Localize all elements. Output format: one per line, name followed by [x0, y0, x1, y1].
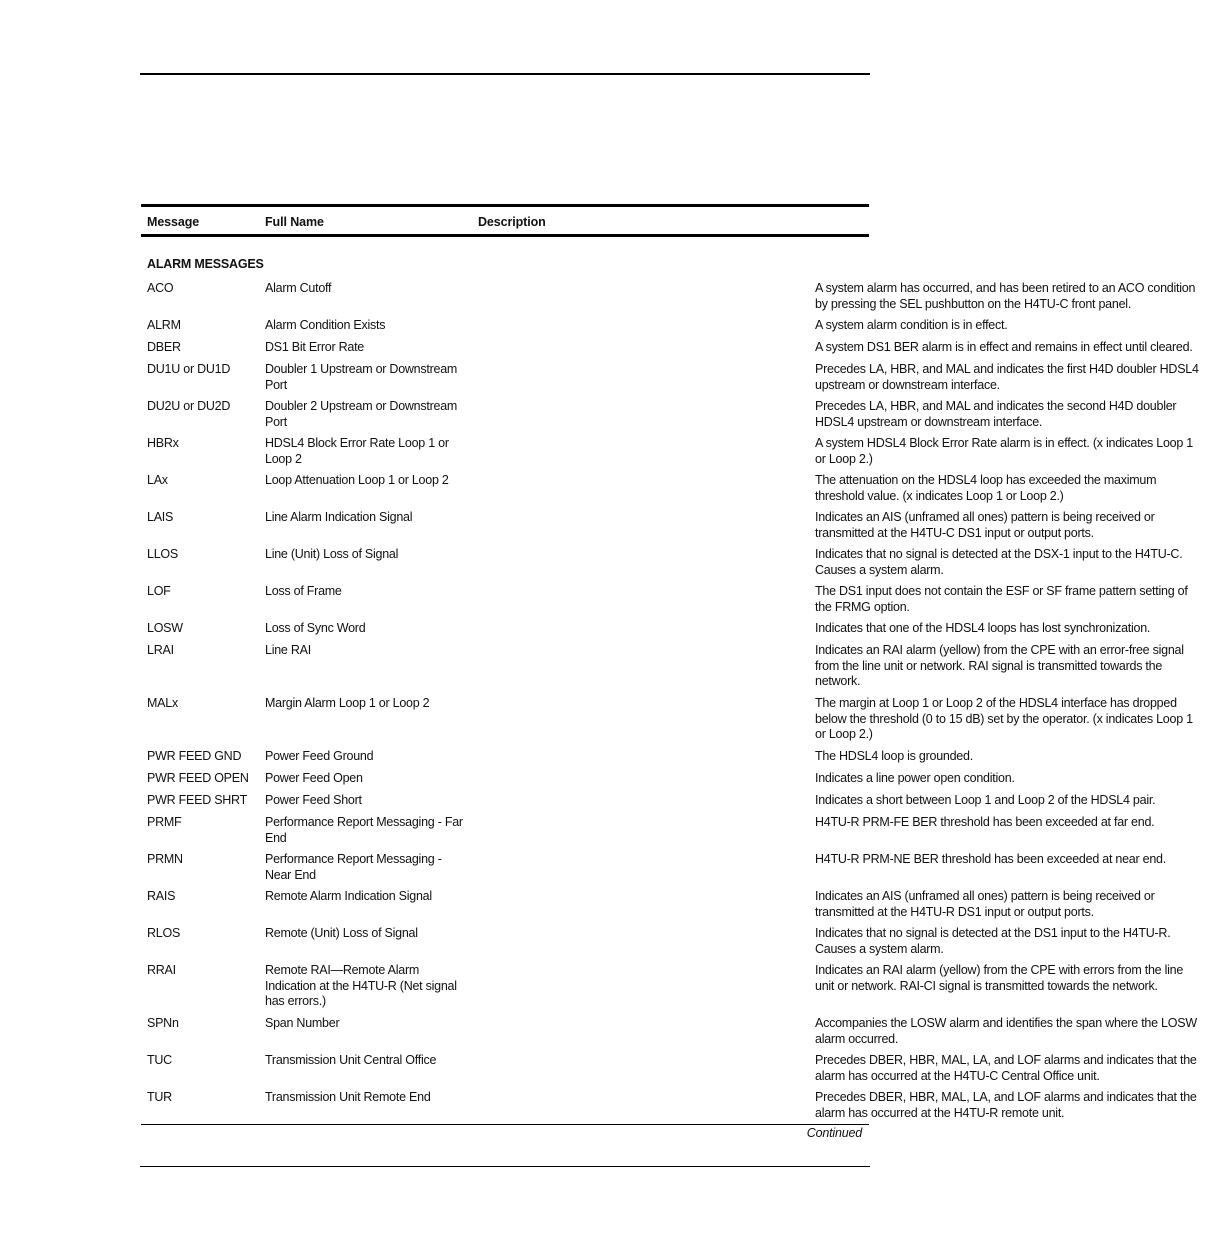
- description-cell: Indicates that no signal is detected at the DS1 input to the H4TU-R. Causes a system alarm.: [815, 926, 1171, 956]
- table-row: [141, 1053, 1197, 1084]
- table-row: [141, 749, 973, 765]
- table-row: [141, 1090, 1197, 1121]
- table-row: [141, 793, 1156, 809]
- table-body: [141, 281, 1199, 1121]
- full-name-cell: DS1 Bit Error Rate: [265, 340, 365, 354]
- description-cell: Indicates that one of the HDSL4 loops has lost synchronization.: [815, 621, 1151, 635]
- message-cell: HBRx: [147, 436, 179, 450]
- message-cell: LAIS: [147, 510, 174, 524]
- table-row: [141, 771, 1015, 787]
- full-name-cell: Remote Alarm Indication Signal: [265, 889, 432, 903]
- full-name-cell: Remote RAI—Remote Alarm Indication at the H4TU-R (Net signal has errors.): [265, 963, 457, 1008]
- full-name-cell: Doubler 2 Upstream or Downstream Port: [265, 399, 458, 429]
- message-cell: TUR: [147, 1090, 172, 1104]
- full-name-cell: Power Feed Short: [265, 793, 362, 807]
- table-row: [141, 340, 1193, 356]
- message-cell: PWR FEED OPEN: [147, 771, 249, 785]
- message-cell: PRMN: [147, 852, 183, 866]
- message-cell: LRAI: [147, 643, 174, 657]
- table-row: [141, 963, 1184, 1010]
- message-cell: LOSW: [147, 621, 183, 635]
- full-name-cell: Margin Alarm Loop 1 or Loop 2: [265, 696, 430, 710]
- message-cell: PRMF: [147, 815, 182, 829]
- description-cell: Precedes DBER, HBR, MAL, LA, and LOF alarms and indicates that the alarm has occurred at the H4TU-R remote unit.: [815, 1090, 1197, 1120]
- message-cell: RAIS: [147, 889, 176, 903]
- description-cell: Accompanies the LOSW alarm and identifies the span where the LOSW alarm occurred.: [815, 1016, 1197, 1046]
- full-name-cell: Power Feed Ground: [265, 749, 374, 763]
- header-full-name: Full Name: [265, 215, 324, 229]
- description-cell: Precedes LA, HBR, and MAL and indicates the second H4D doubler HDSL4 upstream or downstream interface.: [815, 399, 1177, 429]
- table-row: [141, 318, 1008, 334]
- full-name-cell: Performance Report Messaging - Far End: [265, 815, 463, 845]
- description-cell: Indicates an RAI alarm (yellow) from the CPE with errors from the line unit or network. RAI-CI signal is transmitted towards the network.: [815, 963, 1184, 993]
- header-description: Description: [478, 215, 546, 229]
- message-cell: PWR FEED SHRT: [147, 793, 247, 807]
- section-title: ALARM MESSAGES: [147, 257, 264, 271]
- table-row: [141, 510, 1155, 541]
- message-cell: LAx: [147, 473, 168, 487]
- table-row: [141, 281, 1196, 312]
- full-name-cell: Loss of Frame: [265, 584, 342, 598]
- table-row: [141, 696, 1193, 743]
- table-row: [141, 926, 1171, 957]
- alarm-messages-table: [141, 204, 1199, 1140]
- full-name-cell: Performance Report Messaging - Near End: [265, 852, 442, 882]
- message-cell: LOF: [147, 584, 171, 598]
- table-row: [141, 399, 1177, 430]
- description-cell: Precedes DBER, HBR, MAL, LA, and LOF alarms and indicates that the alarm has occurred at the H4TU-C Central Office unit.: [815, 1053, 1197, 1083]
- full-name-cell: Line RAI: [265, 643, 311, 657]
- description-cell: H4TU-R PRM-NE BER threshold has been exceeded at near end.: [815, 852, 1166, 866]
- message-cell: TUC: [147, 1053, 172, 1067]
- table-row: [141, 436, 1194, 467]
- description-cell: A system alarm condition is in effect.: [815, 318, 1008, 332]
- table-row: [141, 643, 1184, 690]
- description-cell: Indicates an AIS (unframed all ones) pattern is being received or transmitted at the H4TU-R DS1 input or output ports.: [815, 889, 1155, 919]
- full-name-cell: Alarm Cutoff: [265, 281, 332, 295]
- message-cell: RRAI: [147, 963, 176, 977]
- full-name-cell: Doubler 1 Upstream or Downstream Port: [265, 362, 458, 392]
- description-cell: Indicates a line power open condition.: [815, 771, 1015, 785]
- full-name-cell: Loss of Sync Word: [265, 621, 366, 635]
- table-end-rule: [141, 1124, 869, 1125]
- message-cell: PWR FEED GND: [147, 749, 242, 763]
- description-cell: The HDSL4 loop is grounded.: [815, 749, 973, 763]
- table-row: [141, 584, 1188, 615]
- message-cell: DBER: [147, 340, 181, 354]
- description-cell: The DS1 input does not contain the ESF or SF frame pattern setting of the FRMG option.: [815, 584, 1188, 614]
- full-name-cell: Line Alarm Indication Signal: [265, 510, 413, 524]
- table-row: [141, 889, 1155, 920]
- message-cell: RLOS: [147, 926, 181, 940]
- description-cell: H4TU-R PRM-FE BER threshold has been exceeded at far end.: [815, 815, 1155, 829]
- message-cell: SPNn: [147, 1016, 179, 1030]
- full-name-cell: Line (Unit) Loss of Signal: [265, 547, 399, 561]
- table-row: [141, 815, 1155, 846]
- top-rule: [140, 73, 870, 75]
- description-cell: Indicates an RAI alarm (yellow) from the CPE with an error-free signal from the line unit or network. RAI signal is transmitted towards the network.: [815, 643, 1184, 688]
- full-name-cell: Transmission Unit Remote End: [265, 1090, 431, 1104]
- description-cell: Indicates an AIS (unframed all ones) pattern is being received or transmitted at the H4TU-C DS1 input or output ports.: [815, 510, 1155, 540]
- table-row: [141, 547, 1183, 578]
- full-name-cell: Alarm Condition Exists: [265, 318, 386, 332]
- table-row: [141, 621, 1151, 637]
- table-header: [141, 204, 869, 237]
- table-row: [141, 473, 1157, 504]
- message-cell: DU1U or DU1D: [147, 362, 231, 376]
- description-cell: Indicates that no signal is detected at the DSX-1 input to the H4TU-C. Causes a system alarm.: [815, 547, 1183, 577]
- full-name-cell: Loop Attenuation Loop 1 or Loop 2: [265, 473, 449, 487]
- message-cell: DU2U or DU2D: [147, 399, 231, 413]
- description-cell: Indicates a short between Loop 1 and Loop 2 of the HDSL4 pair.: [815, 793, 1156, 807]
- full-name-cell: HDSL4 Block Error Rate Loop 1 or Loop 2: [265, 436, 449, 466]
- full-name-cell: Power Feed Open: [265, 771, 363, 785]
- description-cell: A system alarm has occurred, and has been retired to an ACO condition by pressing the SEL pushbutton on the H4TU-C front panel.: [815, 281, 1196, 311]
- message-cell: ACO: [147, 281, 174, 295]
- description-cell: Precedes LA, HBR, and MAL and indicates the first H4D doubler HDSL4 upstream or downstream interface.: [815, 362, 1199, 392]
- table-row: [141, 362, 1199, 393]
- table-row: [141, 1016, 1197, 1047]
- continued-label: Continued: [806, 1126, 862, 1140]
- full-name-cell: Transmission Unit Central Office: [265, 1053, 437, 1067]
- full-name-cell: Remote (Unit) Loss of Signal: [265, 926, 418, 940]
- description-cell: The margin at Loop 1 or Loop 2 of the HDSL4 interface has dropped below the threshold (0 to 15 dB) set by the operator. (x indicates Loop 1 or Loop 2.): [815, 696, 1193, 741]
- message-cell: MALx: [147, 696, 178, 710]
- message-cell: ALRM: [147, 318, 181, 332]
- table-row: [141, 852, 1166, 883]
- header-message: Message: [147, 215, 200, 229]
- description-cell: A system DS1 BER alarm is in effect and remains in effect until cleared.: [815, 340, 1193, 354]
- full-name-cell: Span Number: [265, 1016, 340, 1030]
- description-cell: A system HDSL4 Block Error Rate alarm is in effect. (x indicates Loop 1 or Loop 2.): [815, 436, 1194, 466]
- description-cell: The attenuation on the HDSL4 loop has exceeded the maximum threshold value. (x indicates Loop 1 or Loop 2.): [815, 473, 1157, 503]
- message-cell: LLOS: [147, 547, 178, 561]
- bottom-rule: [140, 1166, 870, 1167]
